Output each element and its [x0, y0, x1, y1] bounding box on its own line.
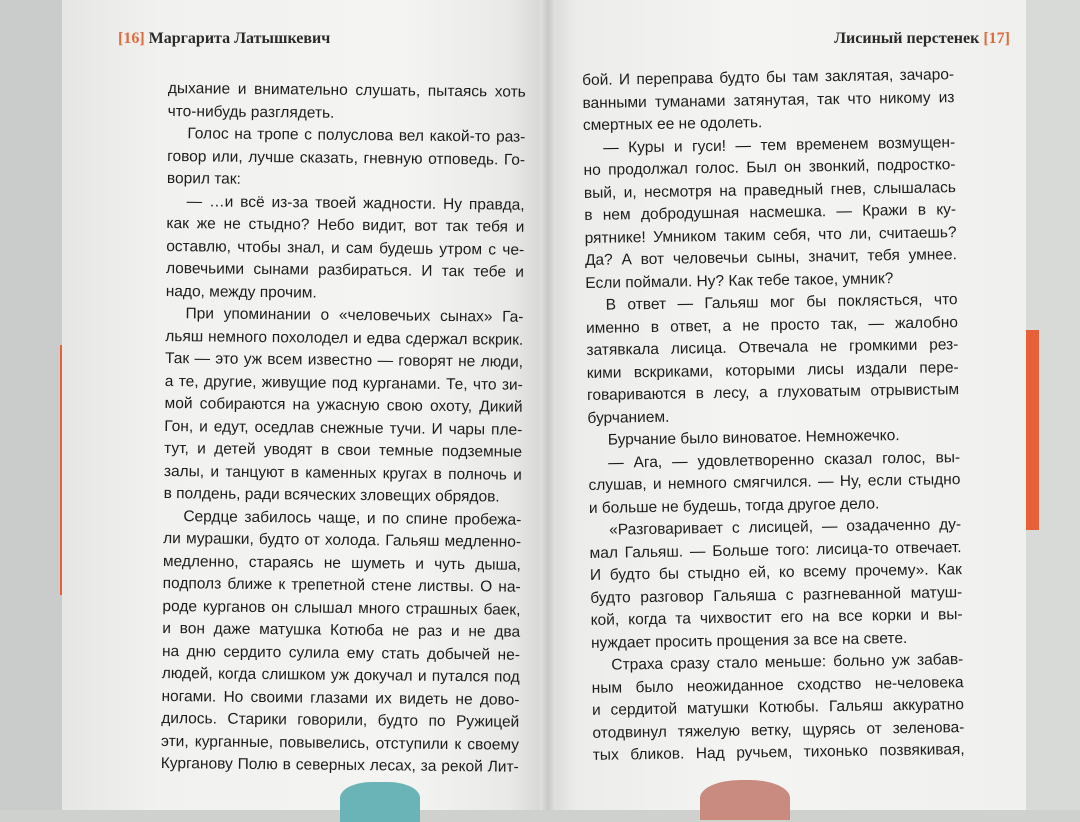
author-name: Маргарита Латышкевич	[148, 30, 331, 47]
text-line: Сердце забилось чаще, и по спине пробежа-	[183, 507, 522, 529]
text-line: затявкала лисица. Отвечала не громкими рез-	[586, 336, 959, 359]
text-line: залы, и танцуют в каменных кругах в полночь и	[163, 462, 522, 484]
left-page-text	[161, 78, 526, 779]
right-page-number: [17]	[983, 30, 1010, 47]
text-line: медленно, стараясь не шуметь и чуть дыша,	[162, 552, 521, 574]
text-line: тых бликов. Над ручьем, тихонько позвякивая,	[592, 741, 965, 764]
book-title: Лисиный перстенек	[834, 30, 980, 47]
text-line: отодвинул тяжелую ветку, щурясь от зеленова-	[592, 718, 965, 742]
text-line: бой. И переправа будто бы там заклятая, зачаро-	[582, 66, 955, 89]
text-line: Голос на тропе с полуслова вел какой-то раз-	[187, 125, 526, 146]
text-line: роде курганов он слышал много страшных баек,	[162, 597, 521, 619]
text-line: — …и всё из-за твоей жадности. Ну правда,	[186, 192, 525, 214]
text-line: — Куры и гуси! — тем временем возмущен-	[603, 133, 956, 157]
text-line: на дню сердито сулила ему стать добычей не-	[161, 642, 521, 664]
text-line: В ответ — Гальяш мог бы поклясться, что	[605, 291, 958, 314]
right-edge-stripe	[1025, 330, 1039, 530]
text-line: ловечьими сынами разбираться. И так тебе и	[165, 259, 525, 281]
text-line: Страха сразу стало меньше: больно уж забав-	[611, 651, 964, 674]
text-line: дыхание и внимательно слушать, пытаясь хоть	[167, 79, 526, 101]
text-line: будто разговор Гальяша с разгневанной матуш-	[590, 583, 963, 607]
left-running-head	[118, 30, 330, 48]
text-line: оставлю, чтобы знал, и сам будешь утром с че-	[166, 237, 525, 259]
right-running-head	[834, 30, 1010, 48]
text-line: кой, когда та чихвостит его на все корки и вы-	[590, 606, 963, 629]
text-line: «Разговаривает с лисицей, — озадаченно ду-	[609, 516, 962, 539]
text-line: Курганову Полю в северных лесах, за рекой Лит-	[160, 754, 519, 776]
text-line: кими вскриками, которыми лисы издали пере-	[586, 358, 959, 382]
text-line: — Ага, — удовлетворенно сказал голос, вы-	[608, 448, 961, 472]
text-line: говариваются в лесу, а глуховатым отрывистым	[586, 381, 960, 404]
text-line: в нем добродушная насмешка. — Кражи в ку-	[584, 201, 957, 224]
text-line: и больше не будешь, тогда другое дело.	[588, 494, 880, 517]
text-line: слушав, и немного смягчился. — Ну, если стыдно	[588, 471, 961, 494]
text-line: именно в ответ, а не просто так, — жалобно	[585, 313, 959, 337]
text-line: ли мурашки, будто от холода. Гальяш медленно-	[163, 529, 522, 551]
book-spine	[540, 0, 556, 810]
text-line: и сердитой матушки Котюбы. Гальяш аккуратно	[591, 696, 965, 719]
text-line: нуждает просить прощения за все на свете.	[590, 629, 908, 652]
text-line: ворил так:	[166, 169, 241, 188]
text-line: Гон, и едут, оседлав снежные тучи. И чары пле-	[164, 417, 523, 439]
text-line: людей, когда слишком уж докучал и путался под	[161, 664, 520, 686]
text-line: надо, между прочим.	[165, 282, 317, 302]
text-line: Бурчание было виноватое. Немножечко.	[607, 427, 900, 449]
text-line: И будто бы стыдно ей, ко всему прочему». Как	[589, 561, 962, 584]
text-line: При упоминании о «человечьих сынах» Га-	[185, 305, 524, 326]
text-line: Да? А вот человечьи сыны, значит, тебя умнее.	[584, 246, 958, 269]
text-line: тут, и детей уводят в свои темные подземные	[164, 439, 523, 461]
text-line: Если поймали. Ну? Как тебе такое, умник?	[585, 269, 894, 292]
text-line: дилось. Старики говорили, будто по Ружицей	[161, 709, 520, 731]
text-line: а те, другие, живущие под курганами. Те, что зи-	[164, 372, 523, 394]
text-line: как же не стыдно? Небо видит, вот так тебя и	[166, 214, 525, 236]
text-line: мой собираются на ужасную свою охоту, Дикий	[164, 394, 523, 416]
left-page-number: [16]	[118, 30, 145, 47]
text-line: говор или, лучше сказать, гневную отповедь. Го-	[167, 147, 526, 169]
text-line: смертных ее не одолеть.	[582, 114, 763, 134]
right-page-text	[582, 64, 965, 767]
text-line: ногами. Но своими глазами их видеть не дово-	[161, 687, 520, 709]
text-line: мал Гальяш. — Больше того: лисица-то отвечает.	[589, 538, 962, 562]
text-line: бурчанием.	[587, 408, 670, 427]
text-line: в полдень, ради всяческих зловещих обрядов.	[163, 484, 500, 506]
text-line: рятнике! Умником таким себя, что ли, считаешь?	[584, 223, 957, 247]
text-line: вый, и, несмотря на праведный гнев, слышалась	[583, 178, 957, 202]
text-line: подполз ближе к трепетной стене листвы. О на-	[162, 574, 521, 596]
text-line: ным было неожиданное сходство не-человека	[591, 673, 964, 697]
left-thumb	[340, 782, 420, 822]
text-line: что-нибудь разглядеть.	[167, 102, 335, 122]
text-line: эти, курганные, повывелись, отступили к своему	[160, 732, 520, 754]
text-line: и вон даже матушка Котюба не раз и не два	[162, 619, 521, 641]
text-line: Так — это уж всем известно — говорят не люди,	[164, 349, 524, 371]
text-line: ванными туманами затянутая, так что никому из	[582, 88, 955, 112]
text-line: но продолжал голос. Был он звонкий, подростко-	[583, 156, 956, 179]
right-thumb	[700, 780, 790, 820]
text-line: льяш немного похолодел и едва сдержал вскрик.	[165, 327, 524, 349]
